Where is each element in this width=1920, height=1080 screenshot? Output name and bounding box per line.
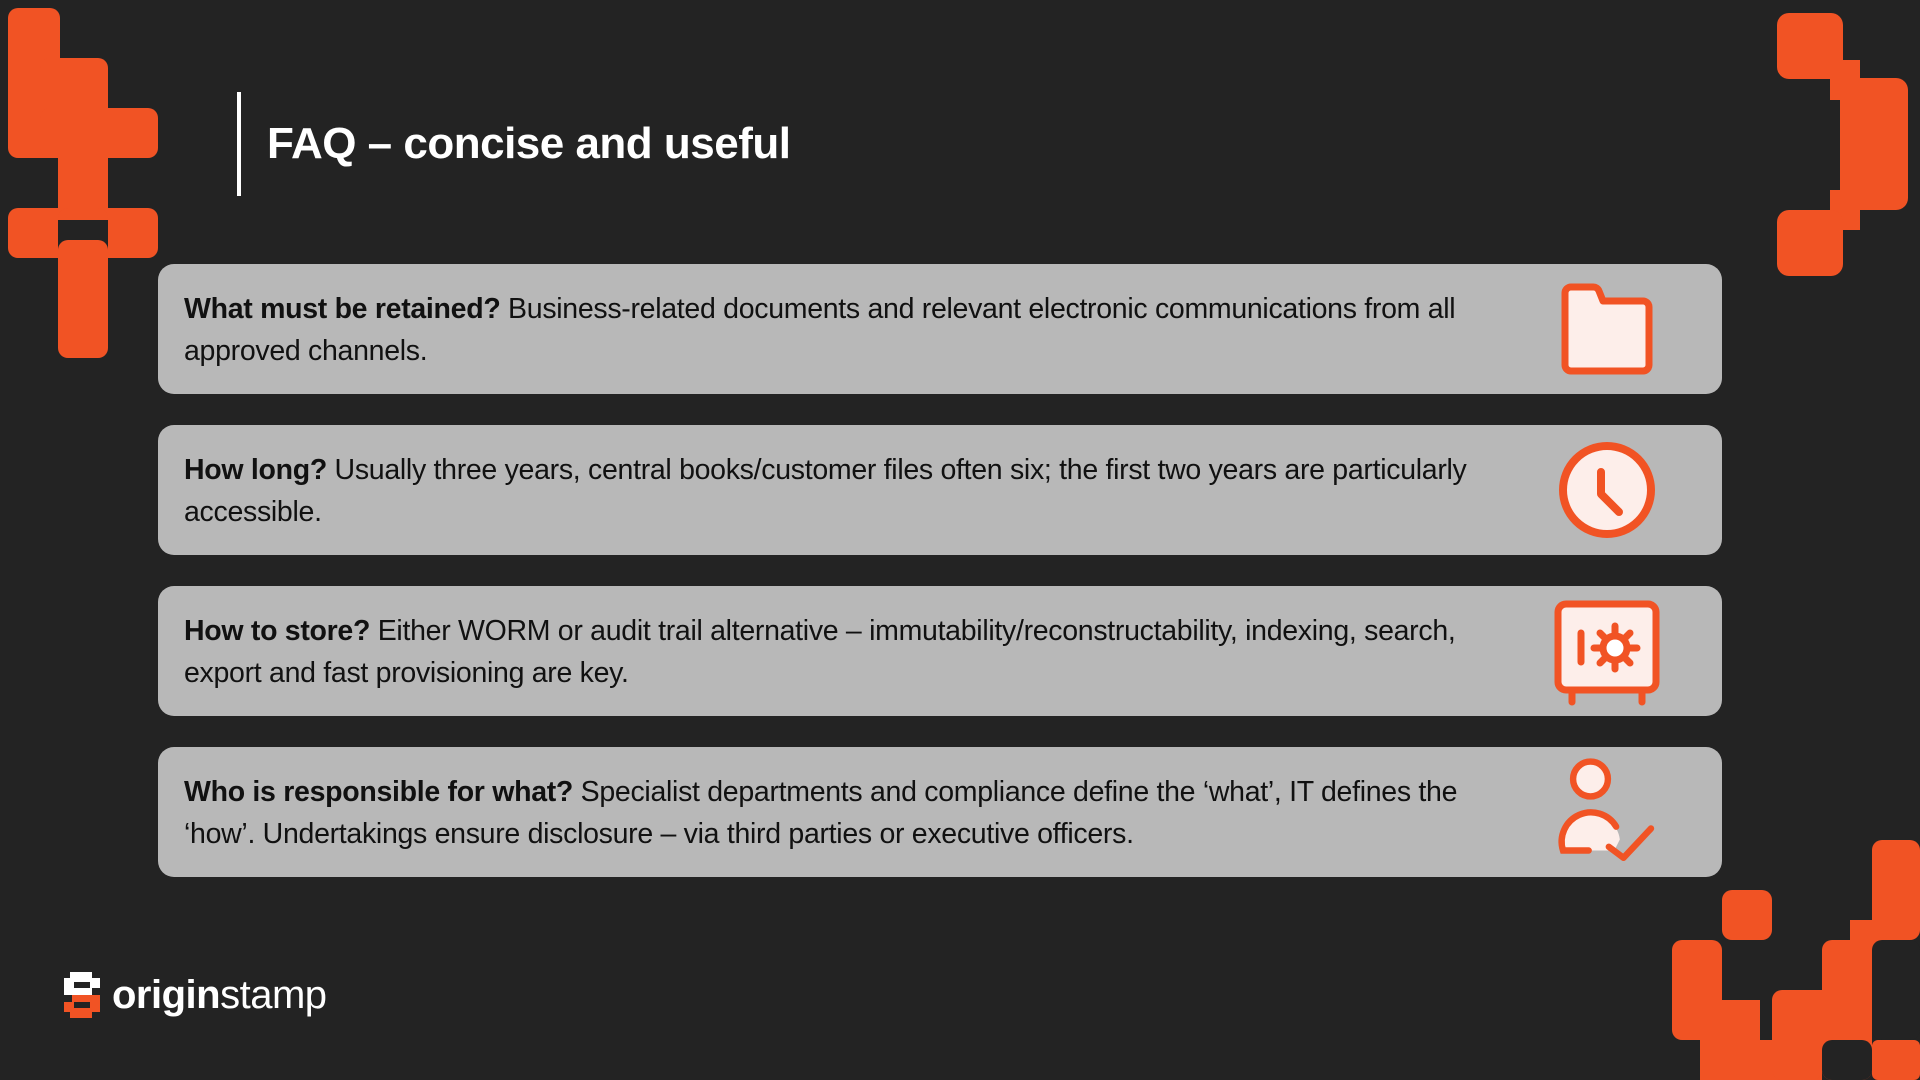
faq-question: Who is responsible for what?: [184, 776, 574, 808]
faq-question: How to store?: [184, 615, 371, 647]
faq-answer: Business-related documents and relevant electronic communications from all approved channels.: [184, 293, 1456, 367]
logo-wordmark-light: stamp: [220, 972, 327, 1017]
faq-card-retention: [158, 264, 1722, 394]
faq-answer: Either WORM or audit trail alternative – immutability/reconstructability, indexing, search, export and fast provisioning are key.: [184, 615, 1456, 689]
faq-answer: Specialist departments and compliance define the ‘what’, IT defines the ‘how’. Undertakings ensure disclosure – via third parties or executive officers.: [184, 776, 1458, 850]
page-title: FAQ – concise and useful: [267, 119, 791, 168]
user-check-icon: [1552, 757, 1662, 867]
faq-answer: Usually three years, central books/customer files often six; the first two years are particularly accessible.: [184, 454, 1467, 528]
logo-wordmark: [112, 973, 327, 1018]
title-block: [237, 92, 790, 196]
faq-text: [184, 449, 1532, 533]
faq-question: What must be retained?: [184, 293, 501, 325]
logo-wordmark-bold: origin: [112, 972, 221, 1017]
faq-text: [184, 288, 1532, 372]
originstamp-logo: [58, 968, 327, 1022]
folder-icon: [1552, 274, 1662, 384]
decor-top-right-shape: [1777, 13, 1908, 276]
faq-card-responsibility: [158, 747, 1722, 877]
faq-text: [184, 610, 1532, 694]
faq-question: How long?: [184, 454, 327, 486]
safe-icon: [1552, 596, 1662, 706]
clock-icon: [1552, 435, 1662, 545]
faq-card-duration: [158, 425, 1722, 555]
faq-card-storage: [158, 586, 1722, 716]
logo-mark-icon: [58, 968, 106, 1022]
faq-text: [184, 771, 1532, 855]
decor-top-left-shape: [8, 8, 158, 358]
faq-list: [158, 264, 1722, 908]
